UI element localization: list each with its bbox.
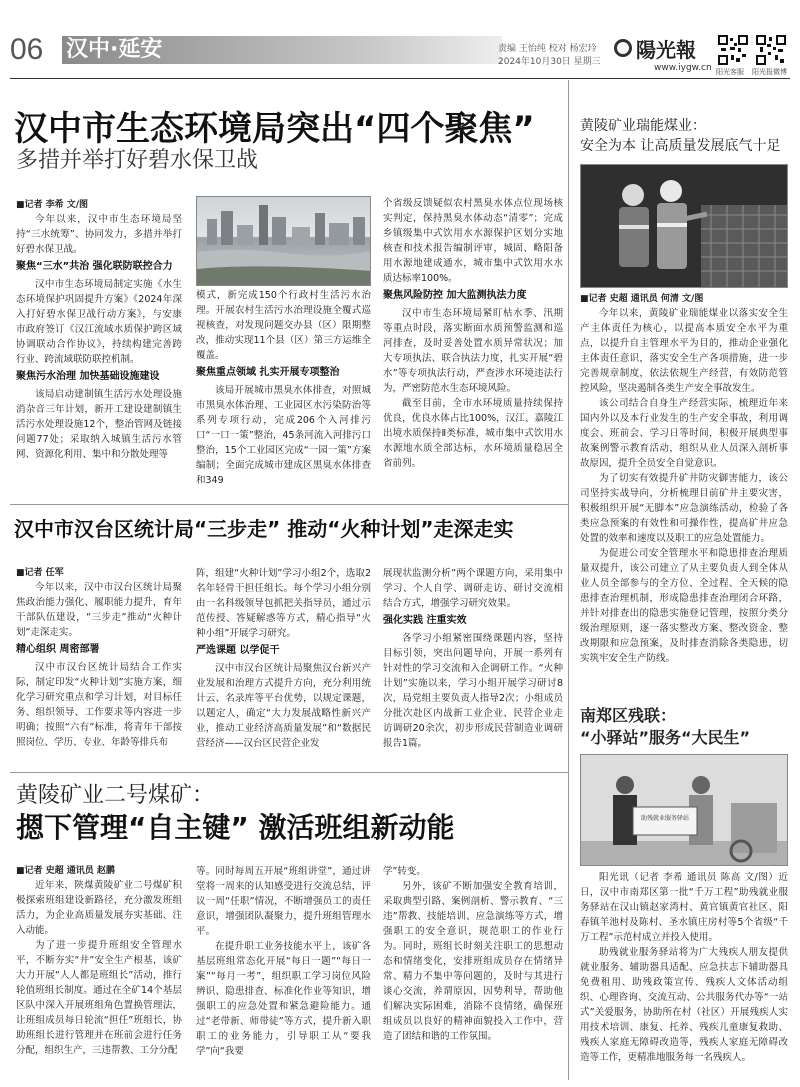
paragraph: 今年以来，汉中市汉台区统计局聚焦政治能力强化、履职能力提升，育年干部队伍建设，“三步走”推动“火种计划”走深走实。 [16, 582, 182, 638]
page-header [0, 0, 800, 78]
paragraph: 该局启动建制镇生活污水处理设施消杂音三年计划，新开工建设建制镇生活污水处理设施12个，整治管网及链接问题77处；采取纳入城镇生活污水管网、资源化利用、集中和分散处理等 [16, 389, 182, 460]
article-1-col-2 [196, 288, 371, 498]
article-3-col-3 [383, 864, 563, 1082]
subheading: 聚焦重点领域 扎实开展专项整治 [196, 367, 340, 378]
article-1-col-1 [16, 198, 182, 496]
editors-line: 责编 王怡纯 校对 杨宏玲 [498, 44, 597, 54]
byline: ■记者 史超 通讯员 赵鹏 [16, 866, 115, 876]
qr-label: 阳光客服 [716, 68, 744, 76]
page-number: 06 [10, 33, 44, 66]
paragraph: 汉中市生态环境局制定实施《水生态环境保护巩固提升方案》《2024年深入打好碧水保卫战行动方案》，与安康市政府签订《汉江流域水质保护跨区域协调联动合作协议》，持续构建完善跨行业、跨流域联防联控机制。 [16, 279, 182, 365]
article-1-subtitle: 多措并举打好碧水保卫战 [16, 148, 259, 173]
article-1-title: 汉中市生态环境局突出“四个聚焦” [14, 109, 535, 149]
photo-caption: 阳光讯（记者 李希 通讯员 陈高 文/图）近日，汉中市南郑区第一批“千万工程”助残就业服务驿站在汉山镇赵家湾村、黄官镇黄官社区、阳春镇羊池村及陈村、圣水镇庄房村等5个省级“千万工程”示范村成立并投入使用。 [580, 872, 788, 943]
paragraph: 另外，该矿不断加强安全教育培训，采取典型引路、案例剖析、警示教育、“三违”帮教、技能培训、应急演练等方式，增强职工的安全意识，规范职工的作业行为。同时，班组长时刻关注职工的思想动态和情绪变化，安排班组成员存在情绪异常、精力不集中等问题的，及时与其进行谈心交流，养谓原因，因势利导，帮助他们解决实际困难，消除不良情绪，确保班组成员以良好的精神面貌投入工作中，营造了团结和谐的工作氛围。 [383, 881, 563, 1042]
paragraph: 该公司结合自身生产经营实际，梳理近年来国内外以及本行业发生的生产安全事故，利用调度会、班前会、学习日等时间，积极开展典型事故案例警示教育活动，组织从业人员深入剖析事故原因，提升全员安全自觉意识。 [580, 398, 788, 469]
subheading: 聚焦“三水”共治 强化联防联控合力 [16, 261, 173, 272]
paragraph: 助残就业服务驿站将为广大残疾人朋友提供就业服务、辅助器具适配、应急扶志下辅助器具免费租用、助残政策宣传、残疾人文体活动组织、心理咨询、交流互动、公共服务代办等“一站式”关爱服务，协助所在村（社区）开展残疾人实用技术培训、康复、托养、残疾儿童康复救助、残疾人家庭无障碍改造等，残疾人家庭无障碍改造等工作，更精准地服务每一名残疾人。 [580, 947, 788, 1063]
column-divider [568, 80, 569, 1080]
article-2-col-3 [383, 566, 563, 816]
river-city-icon [197, 197, 371, 286]
article-5-title-line-2: “小驿站”服务“大民生” [580, 728, 751, 747]
divider [10, 504, 568, 505]
article-4-body [580, 292, 788, 696]
byline: ■记者 史超 通讯员 何清 文/图 [580, 294, 704, 304]
paragraph: 为了进一步提升班组安全管理水平，不断夯实“井”安全生产根基，该矿大力开展“人人都是班组长”活动，推行轮值班组长制度。通过在全矿14个基层区队中深入开展班组角色置换管理法，让班组成员每日轮流“担任”班组长，协助班组长进行管理并在班前会进行任务分配，组织生产，三违帮教、工分分配 [16, 940, 182, 1056]
paragraph: 个省级反馈疑似农村黑臭水体点位现场核实判定，保持黑臭水体动态“清零”；完成乡镇级集中式饮用水水源保护区划分实地核查和技术报告编制评审，城固、略阳备用水源地建成通水，城市集中式饮用水水质达标率100%。 [383, 198, 563, 284]
sun-logo-icon [614, 39, 632, 57]
qr-label: 阳光报微博 [752, 68, 787, 76]
divider [10, 772, 568, 773]
article-3-title-line-1: 黄陵矿业二号煤矿： [16, 783, 215, 808]
byline: ■记者 任军 [16, 568, 64, 578]
paragraph: 汉中市生态环境局紧盯枯水季、汛期等重点时段，落实断面水质预警监测和巡河排查，及时妥善处置水质异常状况；加大专项执法、联合执法力度，扎实开展“碧水”等专项执法行动，严查涉水环境违法行为，严密防范水生态环境风险。 [383, 308, 563, 394]
paragraph: 汉中市汉台区统计局结合工作实际，制定印发“火种计划”实施方案，细化学习研究重点和学习计划，对目标任务、组织领导、工作要求等内容进一步明确；按照“六有”标准，将青年干部按照岗位、学历、专业、年龄等排兵布 [16, 662, 182, 748]
article-1-col-3 [383, 196, 563, 498]
paragraph: 学”转变。 [383, 866, 426, 877]
article-3-col-1 [16, 864, 182, 1082]
qr-code-icon [756, 35, 786, 65]
paragraph: 截至目前，全市水环境质量持续保持优良，优良水体占比100%，汉江、嘉陵江出境水质保持Ⅱ类标准，城市集中式饮用水水源地水质全部达标，水环境质量稳居全省前列。 [383, 398, 563, 469]
article-4-title-line-2: 安全为本 让高质量发展底气十足 [580, 138, 781, 154]
board-label: 助残就业服务驿站 [640, 815, 689, 822]
article-2-title: 汉中市汉台区统计局“三步走” 推动“火种计划”走深走实 [14, 517, 514, 541]
website: www.iygw.cn [654, 63, 712, 73]
paragraph: 为了切实有效提升矿井防灾御害能力，该公司坚持实战导向，分析梳理目前矿井主要灾害，积极组织开展“无脚本”应急演练活动，检验了各类应急预案的有效性和可操作性，提高矿井应急处置的效率和速度以及职工的应急处置能力。 [580, 473, 788, 544]
article-5-title-line-1: 南郑区残联： [580, 706, 677, 725]
subheading: 聚焦风险防控 加大监测执法力度 [383, 290, 527, 301]
header-divider [10, 78, 790, 79]
paragraph: 今年以来，黄陵矿业瑞能煤业以落实安全生产主体责任为核心，以提高本质安全水平为重点，以提升自主管理水平为目的，推动企业强化主体责任意识，落实安全生产各项措施，进一步完善规章制度，依法依规生产经营，有效防范管控风险，坚决遏制各类生产安全事故发生。 [580, 308, 788, 394]
subheading: 聚焦污水治理 加快基础设施建设 [16, 371, 160, 382]
article-3-title-line-2: 摁下管理“自主键” 激活班组新动能 [16, 811, 455, 844]
subheading: 精心组织 周密部署 [16, 644, 100, 655]
subheading: 强化实践 注重实效 [383, 615, 467, 626]
article-5-body [580, 870, 788, 1082]
paragraph: 汉中市汉台区统计局聚焦汉台新兴产业发展和治理方式提升方向，充分利用统计云、名录库等平台优势，以规定课题，以题定人，确定“大力发展战略性新兴产业，推动工业经济高质量发展”和“数据民营经济——汉台区民营企业发 [196, 663, 371, 749]
paragraph: 阵，组建“火种计划”学习小组2个，选取2名年轻骨干担任组长。每个学习小组分别由一名科级领导包抓把关指导员，通过示范传授、答疑解惑等方式，精心指导“火种小组”开展学习研究。 [196, 568, 371, 639]
paragraph: 各学习小组紧密围绕课题内容，坚持目标引领，突出问题导向，开展一系列有针对性的学习交流和入企调研工作。“火种计划”实施以来，学习小组开展学习研讨8次，局党组主要负责人指导2次；小组成员分批次赴区内战新工业企业、民营企业走访调研20余次，初步形成民营制造业调研报告1篇。 [383, 633, 563, 749]
paragraph: 近年来，陕煤黄陵矿业二号煤矿积极探索班组建设新路径，充分激发班组活力，为企业高质量发展夯实基础、注入动能。 [16, 880, 182, 936]
article-4-title-line-1: 黄陵矿业瑞能煤业： [580, 118, 706, 134]
paragraph: 为促进公司安全管理水平和隐患排查治理质量双提升，该公司建立了从主要负责人到全体从业人员全部参与的全方位、全过程、全天候的隐患排查治理机制，形成隐患排查治理闭合环路，并针对排查出的隐患实施登记管理，按照分类分级治理原则，逐一落实整改方案、整改资金、整改期限和应急预案，及时排查消除各类隐患，切实筑牢安全生产防线。 [580, 548, 788, 664]
paragraph: 该局开展城市黑臭水体排查，对照城市黑臭水体治理、工业园区水污染防治等系列专项行动，完成206个入河排污口“一口一策”整治，45条河流入河排污口整治，15个工业园区完成“一园一策”方案编制；全面完成城市建成区黑臭水体排查和349 [196, 385, 371, 486]
miners-icon [581, 165, 788, 288]
article-1-photo [196, 196, 371, 286]
subheading: 严选课题 以学促干 [196, 645, 280, 656]
article-5-photo [580, 754, 788, 866]
byline: ■记者 李希 文/图 [16, 200, 89, 210]
issue-date: 2024年10月30日 星期三 [498, 57, 601, 67]
article-2-col-2 [196, 566, 371, 816]
paragraph: 今年以来，汉中市生态环境局坚持“三水统筹”、协同发力，多措并举打好碧水保卫战。 [16, 214, 182, 255]
section-name: 汉中·延安 [66, 37, 163, 62]
paper-name: 陽光報 [636, 38, 696, 62]
article-3-col-2 [196, 864, 371, 1082]
paragraph: 展现状监测分析”两个课题方向，采用集中学习、个人自学、调研走访、研讨交流相结合方式，增强学习研究效果。 [383, 568, 563, 609]
article-4-photo [580, 164, 788, 288]
paragraph: 模式，新完成150个行政村生活污水治理。开展农村生活污水治理设施全覆式巡视核查，对发现问题交办县（区）限期整改，推动实现11个县（区）第三方运维全覆盖。 [196, 290, 371, 361]
paragraph: 等。同时每周五开展“班组讲堂”，通过讲堂将一周来的认知感受进行交流总结，评议一周“任职”情况，不断增强员工的责任意识，增强团队凝聚力，提升班组管理水平。 [196, 866, 371, 937]
station-photo-icon [581, 755, 788, 866]
paragraph: 在提升职工业务技能水平上，该矿各基层班组常态化开展“每日一题”“每日一案”“每月一考”，组织职工学习岗位风险辨识、隐患排查、标准化作业等知识，增强职工的应急处置和紧急避险能力。通过“老带新、师带徒”等方式，提升新入职职工的业务能力，引导职工从“要我学”向“我要 [196, 941, 371, 1057]
article-2-col-1 [16, 566, 182, 816]
qr-code-icon [718, 35, 748, 65]
